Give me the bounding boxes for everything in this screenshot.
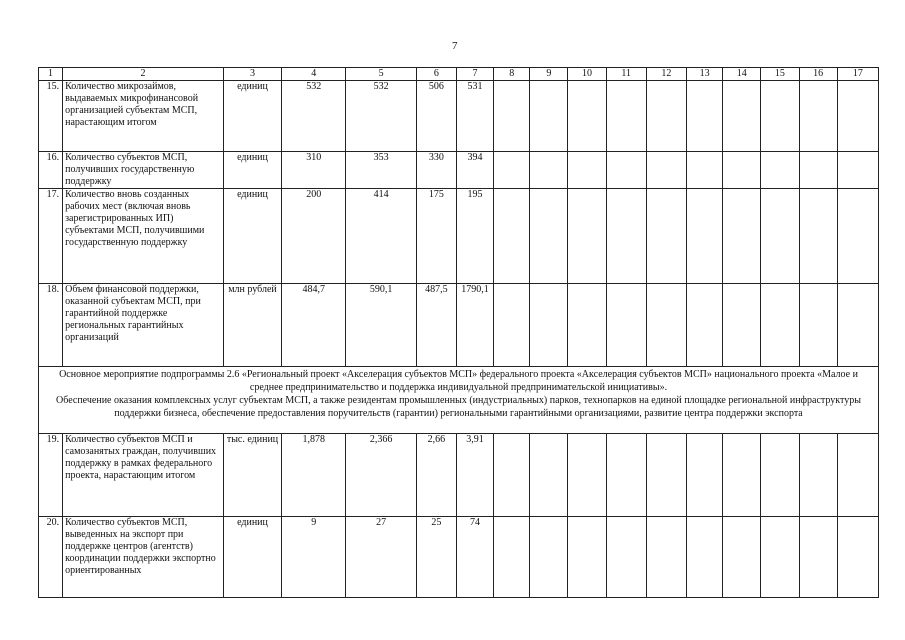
value-cell: 9: [282, 517, 346, 598]
value-cell: 532: [346, 81, 416, 152]
empty-cell: [761, 517, 799, 598]
page-number: 7: [452, 40, 458, 52]
empty-cell: [568, 189, 606, 284]
empty-cell: [799, 517, 837, 598]
empty-cell: [494, 284, 530, 367]
empty-cell: [568, 81, 606, 152]
empty-cell: [646, 81, 686, 152]
section-title: Основное мероприятие подпрограммы 2.6 «Региональный проект «Акселерация субъектов МСП» федерального проекта «Акселерация субъектов МСП» национального проекта «Малое и среднее предпринимательство и поддержка индивидуальной предпринимательской инициативы».: [59, 369, 858, 393]
indicator-name: Количество вновь созданных рабочих мест (включая вновь зарегистрированных ИП) субъектами МСП, получившими государственную поддержку: [63, 189, 224, 284]
empty-cell: [723, 81, 761, 152]
empty-cell: [799, 152, 837, 189]
empty-cell: [530, 434, 568, 517]
empty-cell: [606, 81, 646, 152]
indicator-name: Количество субъектов МСП, получивших государственную поддержку: [63, 152, 224, 189]
value-cell: 3,91: [456, 434, 493, 517]
empty-cell: [837, 517, 878, 598]
table-row: [39, 434, 879, 517]
empty-cell: [606, 517, 646, 598]
empty-cell: [568, 152, 606, 189]
value-cell: 532: [282, 81, 346, 152]
value-cell: 531: [456, 81, 493, 152]
value-cell: 1,878: [282, 434, 346, 517]
value-cell: 195: [456, 189, 493, 284]
header-cell: 6: [416, 68, 456, 81]
unit-cell: млн рублей: [223, 284, 281, 367]
table-row: [39, 284, 879, 367]
row-number: 18.: [39, 284, 63, 367]
empty-cell: [723, 517, 761, 598]
section-description: Обеспечение оказания комплексных услуг субъектам МСП, а также резидентам промышленных (индустриальных) парков, технопарков на единой площадке региональной инфраструктуры поддержки бизнеса, обеспечение предоставления поручительств (гарантии) региональными гарантийными организациями, развитие центра поддержки экспорта: [56, 395, 861, 419]
empty-cell: [761, 152, 799, 189]
empty-cell: [646, 284, 686, 367]
empty-cell: [837, 189, 878, 284]
empty-cell: [723, 189, 761, 284]
value-cell: 74: [456, 517, 493, 598]
empty-cell: [837, 284, 878, 367]
empty-cell: [837, 152, 878, 189]
value-cell: 2,366: [346, 434, 416, 517]
empty-cell: [494, 81, 530, 152]
empty-cell: [606, 189, 646, 284]
header-cell: 12: [646, 68, 686, 81]
unit-cell: единиц: [223, 152, 281, 189]
empty-cell: [761, 81, 799, 152]
section-row: [39, 367, 879, 434]
header-cell: 17: [837, 68, 878, 81]
empty-cell: [799, 434, 837, 517]
row-number: 19.: [39, 434, 63, 517]
header-cell: 16: [799, 68, 837, 81]
header-cell: 15: [761, 68, 799, 81]
header-cell: 11: [606, 68, 646, 81]
value-cell: 2,66: [416, 434, 456, 517]
empty-cell: [799, 81, 837, 152]
empty-cell: [646, 152, 686, 189]
empty-cell: [568, 434, 606, 517]
section-heading: [39, 367, 879, 434]
header-cell: 7: [456, 68, 493, 81]
row-number: 20.: [39, 517, 63, 598]
value-cell: 394: [456, 152, 493, 189]
header-cell: 14: [723, 68, 761, 81]
value-cell: 310: [282, 152, 346, 189]
empty-cell: [568, 284, 606, 367]
unit-cell: единиц: [223, 81, 281, 152]
row-number: 16.: [39, 152, 63, 189]
value-cell: 27: [346, 517, 416, 598]
indicator-name: Объем финансовой поддержки, оказанной субъектам МСП, при гарантийной поддержке региональных гарантийных организаций: [63, 284, 224, 367]
empty-cell: [687, 189, 723, 284]
unit-cell: единиц: [223, 517, 281, 598]
unit-cell: единиц: [223, 189, 281, 284]
value-cell: 200: [282, 189, 346, 284]
empty-cell: [646, 189, 686, 284]
empty-cell: [494, 152, 530, 189]
empty-cell: [723, 152, 761, 189]
indicator-name: Количество микрозаймов, выдаваемых микрофинансовой организацией субъектам МСП, нарастающим итогом: [63, 81, 224, 152]
value-cell: 1790,1: [456, 284, 493, 367]
empty-cell: [761, 189, 799, 284]
empty-cell: [799, 189, 837, 284]
empty-cell: [646, 434, 686, 517]
empty-cell: [646, 517, 686, 598]
empty-cell: [494, 189, 530, 284]
table-row: [39, 152, 879, 189]
value-cell: 175: [416, 189, 456, 284]
empty-cell: [687, 152, 723, 189]
value-cell: 506: [416, 81, 456, 152]
empty-cell: [687, 434, 723, 517]
value-cell: 414: [346, 189, 416, 284]
empty-cell: [494, 517, 530, 598]
header-cell: 4: [282, 68, 346, 81]
empty-cell: [606, 284, 646, 367]
header-cell: 10: [568, 68, 606, 81]
empty-cell: [687, 517, 723, 598]
table-row: [39, 517, 879, 598]
empty-cell: [568, 517, 606, 598]
empty-cell: [530, 517, 568, 598]
empty-cell: [723, 284, 761, 367]
empty-cell: [761, 434, 799, 517]
empty-cell: [723, 434, 761, 517]
value-cell: 484,7: [282, 284, 346, 367]
empty-cell: [687, 81, 723, 152]
header-cell: 8: [494, 68, 530, 81]
header-cell: 5: [346, 68, 416, 81]
header-row: [39, 68, 879, 81]
value-cell: 353: [346, 152, 416, 189]
empty-cell: [606, 152, 646, 189]
header-cell: 9: [530, 68, 568, 81]
empty-cell: [494, 434, 530, 517]
table-row: [39, 81, 879, 152]
empty-cell: [687, 284, 723, 367]
unit-cell: тыс. единиц: [223, 434, 281, 517]
empty-cell: [799, 284, 837, 367]
indicator-name: Количество субъектов МСП, выведенных на экспорт при поддержке центров (агентств) координации поддержки экспортно ориентированных: [63, 517, 224, 598]
value-cell: 590,1: [346, 284, 416, 367]
indicator-name: Количество субъектов МСП и самозанятых граждан, получивших поддержку в рамках федерального проекта, нарастающим итогом: [63, 434, 224, 517]
value-cell: 25: [416, 517, 456, 598]
indicators-table: [38, 67, 879, 598]
header-cell: 1: [39, 68, 63, 81]
empty-cell: [530, 284, 568, 367]
empty-cell: [837, 434, 878, 517]
empty-cell: [530, 81, 568, 152]
row-number: 15.: [39, 81, 63, 152]
empty-cell: [530, 152, 568, 189]
table-row: [39, 189, 879, 284]
header-cell: 3: [223, 68, 281, 81]
empty-cell: [606, 434, 646, 517]
value-cell: 330: [416, 152, 456, 189]
header-cell: 13: [687, 68, 723, 81]
empty-cell: [761, 284, 799, 367]
row-number: 17.: [39, 189, 63, 284]
value-cell: 487,5: [416, 284, 456, 367]
empty-cell: [530, 189, 568, 284]
empty-cell: [837, 81, 878, 152]
header-cell: 2: [63, 68, 224, 81]
